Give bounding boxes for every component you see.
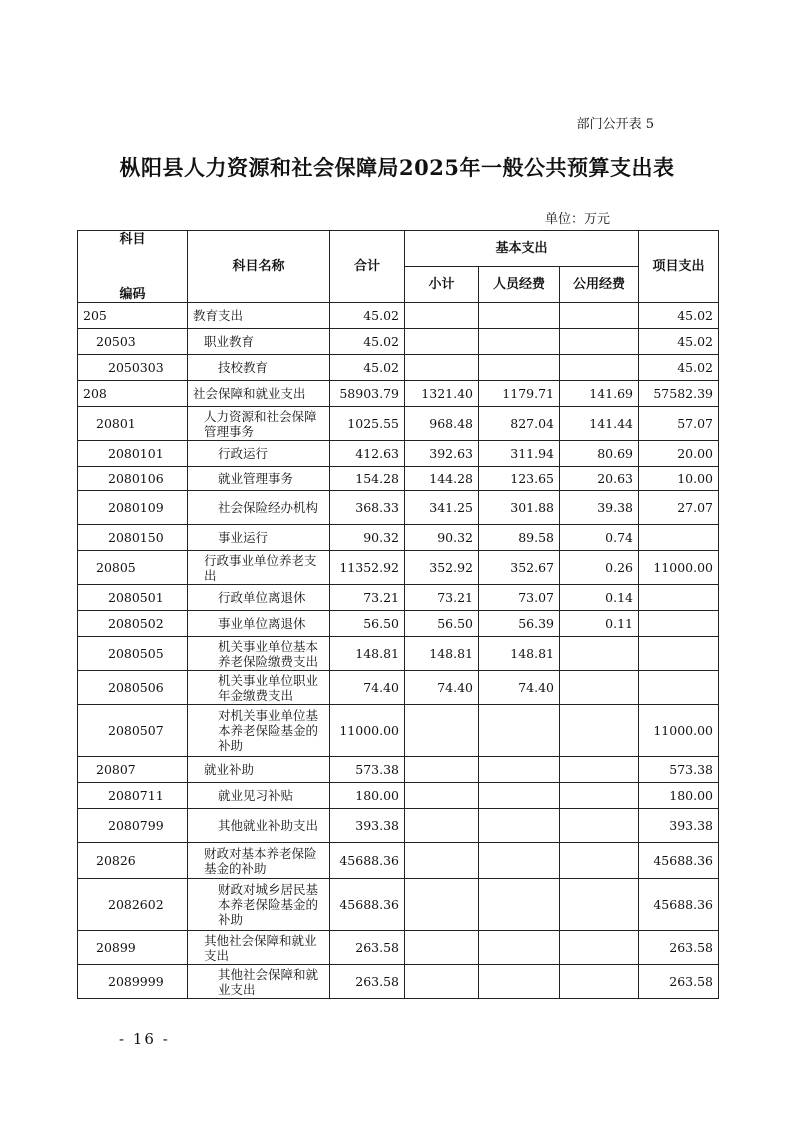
row-personnel: 301.88 bbox=[479, 491, 560, 525]
row-personnel: 148.81 bbox=[479, 637, 560, 671]
row-name: 职业教育 bbox=[188, 329, 330, 355]
row-total: 1025.55 bbox=[330, 407, 405, 441]
row-code: 2080507 bbox=[78, 705, 188, 757]
row-code: 20826 bbox=[78, 843, 188, 879]
row-code: 20503 bbox=[78, 329, 188, 355]
row-personnel: 56.39 bbox=[479, 611, 560, 637]
row-project: 57.07 bbox=[639, 407, 719, 441]
header-subject-code bbox=[78, 231, 188, 303]
row-name: 就业管理事务 bbox=[188, 467, 330, 491]
row-personnel bbox=[479, 843, 560, 879]
row-code: 2080101 bbox=[78, 441, 188, 467]
row-total: 154.28 bbox=[330, 467, 405, 491]
row-project: 57582.39 bbox=[639, 381, 719, 407]
row-name: 教育支出 bbox=[188, 303, 330, 329]
row-total: 90.32 bbox=[330, 525, 405, 551]
row-total: 573.38 bbox=[330, 757, 405, 783]
row-project: 45.02 bbox=[639, 303, 719, 329]
row-project: 573.38 bbox=[639, 757, 719, 783]
row-subtotal bbox=[405, 809, 479, 843]
row-public bbox=[560, 843, 639, 879]
row-subtotal bbox=[405, 705, 479, 757]
row-total: 45.02 bbox=[330, 303, 405, 329]
row-project bbox=[639, 525, 719, 551]
page-label: 部门公开表 5 bbox=[576, 117, 654, 132]
row-personnel: 352.67 bbox=[479, 551, 560, 585]
row-public bbox=[560, 705, 639, 757]
row-name: 人力资源和社会保障管理事务 bbox=[188, 407, 330, 441]
row-subtotal: 73.21 bbox=[405, 585, 479, 611]
table-body bbox=[78, 303, 719, 999]
row-personnel: 74.40 bbox=[479, 671, 560, 705]
row-personnel bbox=[479, 355, 560, 381]
row-subtotal: 74.40 bbox=[405, 671, 479, 705]
header-subject-top: 科目 bbox=[119, 231, 146, 247]
row-name: 机关事业单位基本养老保险缴费支出 bbox=[188, 637, 330, 671]
row-personnel bbox=[479, 705, 560, 757]
row-public bbox=[560, 671, 639, 705]
row-code: 2050303 bbox=[78, 355, 188, 381]
row-total: 56.50 bbox=[330, 611, 405, 637]
row-public: 80.69 bbox=[560, 441, 639, 467]
row-personnel bbox=[479, 783, 560, 809]
row-personnel bbox=[479, 329, 560, 355]
row-public bbox=[560, 637, 639, 671]
row-project: 27.07 bbox=[639, 491, 719, 525]
row-project: 45688.36 bbox=[639, 879, 719, 931]
row-personnel: 311.94 bbox=[479, 441, 560, 467]
row-project: 45.02 bbox=[639, 355, 719, 381]
row-public bbox=[560, 809, 639, 843]
header-project: 项目支出 bbox=[639, 231, 719, 303]
row-code: 2080109 bbox=[78, 491, 188, 525]
row-subtotal bbox=[405, 783, 479, 809]
row-subtotal: 148.81 bbox=[405, 637, 479, 671]
row-project: 393.38 bbox=[639, 809, 719, 843]
row-project: 20.00 bbox=[639, 441, 719, 467]
row-public bbox=[560, 329, 639, 355]
row-code: 2080501 bbox=[78, 585, 188, 611]
row-code: 2089999 bbox=[78, 965, 188, 999]
row-name: 事业运行 bbox=[188, 525, 330, 551]
row-public bbox=[560, 783, 639, 809]
unit-label: 单位：万元 bbox=[545, 212, 611, 227]
row-name: 财政对城乡居民基本养老保险基金的补助 bbox=[188, 879, 330, 931]
header-public: 公用经费 bbox=[560, 267, 639, 303]
row-project bbox=[639, 585, 719, 611]
row-code: 208 bbox=[78, 381, 188, 407]
row-subtotal bbox=[405, 879, 479, 931]
row-total: 180.00 bbox=[330, 783, 405, 809]
row-public: 0.11 bbox=[560, 611, 639, 637]
row-code: 2080502 bbox=[78, 611, 188, 637]
row-code: 2080506 bbox=[78, 671, 188, 705]
row-name: 事业单位离退休 bbox=[188, 611, 330, 637]
page-number: - 16 - bbox=[119, 1030, 170, 1048]
row-name: 财政对基本养老保险基金的补助 bbox=[188, 843, 330, 879]
row-name: 行政事业单位养老支出 bbox=[188, 551, 330, 585]
header-basic: 基本支出 bbox=[405, 231, 639, 267]
row-name: 社会保障和就业支出 bbox=[188, 381, 330, 407]
row-total: 368.33 bbox=[330, 491, 405, 525]
row-total: 11000.00 bbox=[330, 705, 405, 757]
row-total: 11352.92 bbox=[330, 551, 405, 585]
row-public: 141.44 bbox=[560, 407, 639, 441]
row-public: 0.14 bbox=[560, 585, 639, 611]
header-subject-name: 科目名称 bbox=[188, 231, 330, 303]
row-name: 社会保险经办机构 bbox=[188, 491, 330, 525]
row-personnel: 89.58 bbox=[479, 525, 560, 551]
row-code: 2080150 bbox=[78, 525, 188, 551]
row-code: 2080799 bbox=[78, 809, 188, 843]
row-name: 其他社会保障和就业支出 bbox=[188, 965, 330, 999]
row-total: 45688.36 bbox=[330, 879, 405, 931]
row-code: 2080711 bbox=[78, 783, 188, 809]
row-public: 0.74 bbox=[560, 525, 639, 551]
row-subtotal: 1321.40 bbox=[405, 381, 479, 407]
header-total: 合计 bbox=[330, 231, 405, 303]
row-project: 180.00 bbox=[639, 783, 719, 809]
row-personnel bbox=[479, 757, 560, 783]
row-project: 263.58 bbox=[639, 931, 719, 965]
row-name: 技校教育 bbox=[188, 355, 330, 381]
row-code: 205 bbox=[78, 303, 188, 329]
row-subtotal: 341.25 bbox=[405, 491, 479, 525]
row-total: 393.38 bbox=[330, 809, 405, 843]
row-name: 就业补助 bbox=[188, 757, 330, 783]
row-project: 263.58 bbox=[639, 965, 719, 999]
row-total: 74.40 bbox=[330, 671, 405, 705]
row-public bbox=[560, 303, 639, 329]
row-code: 2082602 bbox=[78, 879, 188, 931]
row-subtotal: 352.92 bbox=[405, 551, 479, 585]
row-subtotal: 392.63 bbox=[405, 441, 479, 467]
row-code: 20899 bbox=[78, 931, 188, 965]
row-personnel bbox=[479, 809, 560, 843]
row-name: 就业见习补贴 bbox=[188, 783, 330, 809]
row-project bbox=[639, 611, 719, 637]
row-code: 2080505 bbox=[78, 637, 188, 671]
row-subtotal bbox=[405, 931, 479, 965]
row-total: 263.58 bbox=[330, 931, 405, 965]
row-total: 45.02 bbox=[330, 329, 405, 355]
page-title: 枞阳县人力资源和社会保障局2025年一般公共预算支出表 bbox=[119, 155, 675, 180]
row-subtotal bbox=[405, 303, 479, 329]
row-public bbox=[560, 757, 639, 783]
row-public bbox=[560, 879, 639, 931]
row-public: 0.26 bbox=[560, 551, 639, 585]
row-personnel: 1179.71 bbox=[479, 381, 560, 407]
row-project: 45.02 bbox=[639, 329, 719, 355]
row-public: 20.63 bbox=[560, 467, 639, 491]
row-public: 141.69 bbox=[560, 381, 639, 407]
row-code: 20805 bbox=[78, 551, 188, 585]
row-name: 行政单位离退休 bbox=[188, 585, 330, 611]
row-total: 73.21 bbox=[330, 585, 405, 611]
row-project bbox=[639, 637, 719, 671]
header-personnel: 人员经费 bbox=[479, 267, 560, 303]
row-personnel: 827.04 bbox=[479, 407, 560, 441]
row-name: 机关事业单位职业年金缴费支出 bbox=[188, 671, 330, 705]
row-personnel bbox=[479, 879, 560, 931]
row-total: 45688.36 bbox=[330, 843, 405, 879]
row-total: 263.58 bbox=[330, 965, 405, 999]
row-project: 11000.00 bbox=[639, 551, 719, 585]
row-project bbox=[639, 671, 719, 705]
row-subtotal: 144.28 bbox=[405, 467, 479, 491]
row-personnel bbox=[479, 931, 560, 965]
row-subtotal bbox=[405, 843, 479, 879]
row-subtotal: 968.48 bbox=[405, 407, 479, 441]
row-total: 412.63 bbox=[330, 441, 405, 467]
row-public bbox=[560, 965, 639, 999]
row-subtotal: 90.32 bbox=[405, 525, 479, 551]
row-name: 对机关事业单位基本养老保险基金的补助 bbox=[188, 705, 330, 757]
row-project: 10.00 bbox=[639, 467, 719, 491]
row-public bbox=[560, 931, 639, 965]
row-personnel: 73.07 bbox=[479, 585, 560, 611]
row-public: 39.38 bbox=[560, 491, 639, 525]
row-name: 其他就业补助支出 bbox=[188, 809, 330, 843]
row-total: 58903.79 bbox=[330, 381, 405, 407]
row-personnel bbox=[479, 303, 560, 329]
row-code: 2080106 bbox=[78, 467, 188, 491]
row-name: 行政运行 bbox=[188, 441, 330, 467]
row-personnel bbox=[479, 965, 560, 999]
budget-table bbox=[77, 230, 719, 999]
row-project: 45688.36 bbox=[639, 843, 719, 879]
row-project: 11000.00 bbox=[639, 705, 719, 757]
row-personnel: 123.65 bbox=[479, 467, 560, 491]
row-subtotal: 56.50 bbox=[405, 611, 479, 637]
row-subtotal bbox=[405, 355, 479, 381]
row-total: 148.81 bbox=[330, 637, 405, 671]
row-subtotal bbox=[405, 965, 479, 999]
header-subtotal: 小计 bbox=[405, 267, 479, 303]
row-code: 20807 bbox=[78, 757, 188, 783]
row-code: 20801 bbox=[78, 407, 188, 441]
row-public bbox=[560, 355, 639, 381]
row-subtotal bbox=[405, 329, 479, 355]
row-name: 其他社会保障和就业支出 bbox=[188, 931, 330, 965]
header-subject-bottom: 编码 bbox=[119, 286, 146, 302]
row-total: 45.02 bbox=[330, 355, 405, 381]
row-subtotal bbox=[405, 757, 479, 783]
